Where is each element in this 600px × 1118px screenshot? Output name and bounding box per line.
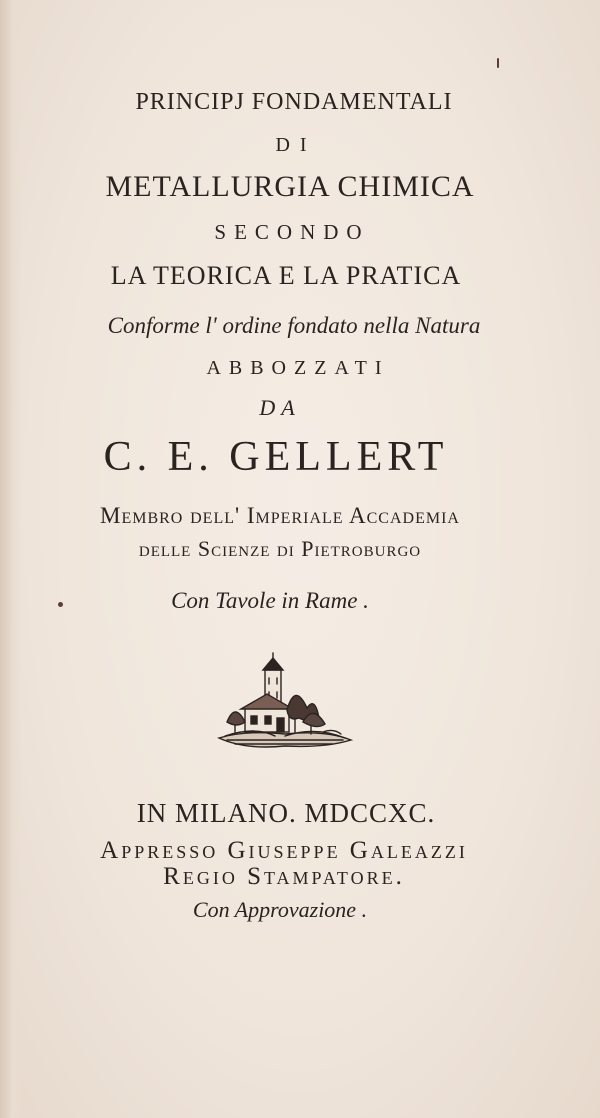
author-name: C. E. GELLERT [103,434,449,480]
imprint-place-date: IN MILANO. MDCCXC. [136,798,436,828]
ink-speck [497,58,499,68]
title-line-1: PRINCIPJ FONDAMENTALI [135,89,453,115]
plates-note: Con Tavole in Rame . [171,588,369,613]
title-line-2: METALLURGIA CHIMICA [105,170,475,203]
teorica-line: LA TEORICA E LA PRATICA [110,261,462,290]
author-affiliation-2: delle Scienze di Pietroburgo [138,536,422,561]
imprint-approvazione: Con Approvazione . [192,897,368,922]
title-di: DI [275,134,317,156]
conforme-line: Conforme l' ordine fondato nella Natura [107,313,481,338]
printers-vignette-illustration [215,652,355,756]
imprint-publisher-2: Regio Stampatore. [163,863,405,890]
da-line: DA [259,395,301,420]
abbozzati-line: ABBOZZATI [206,357,390,379]
secondo-line: SECONDO [214,220,370,244]
ink-speck [58,602,63,607]
imprint-publisher-1: Appresso Giuseppe Galeazzi [100,837,468,864]
author-affiliation-1: Membro dell' Imperiale Accademia [100,503,460,528]
